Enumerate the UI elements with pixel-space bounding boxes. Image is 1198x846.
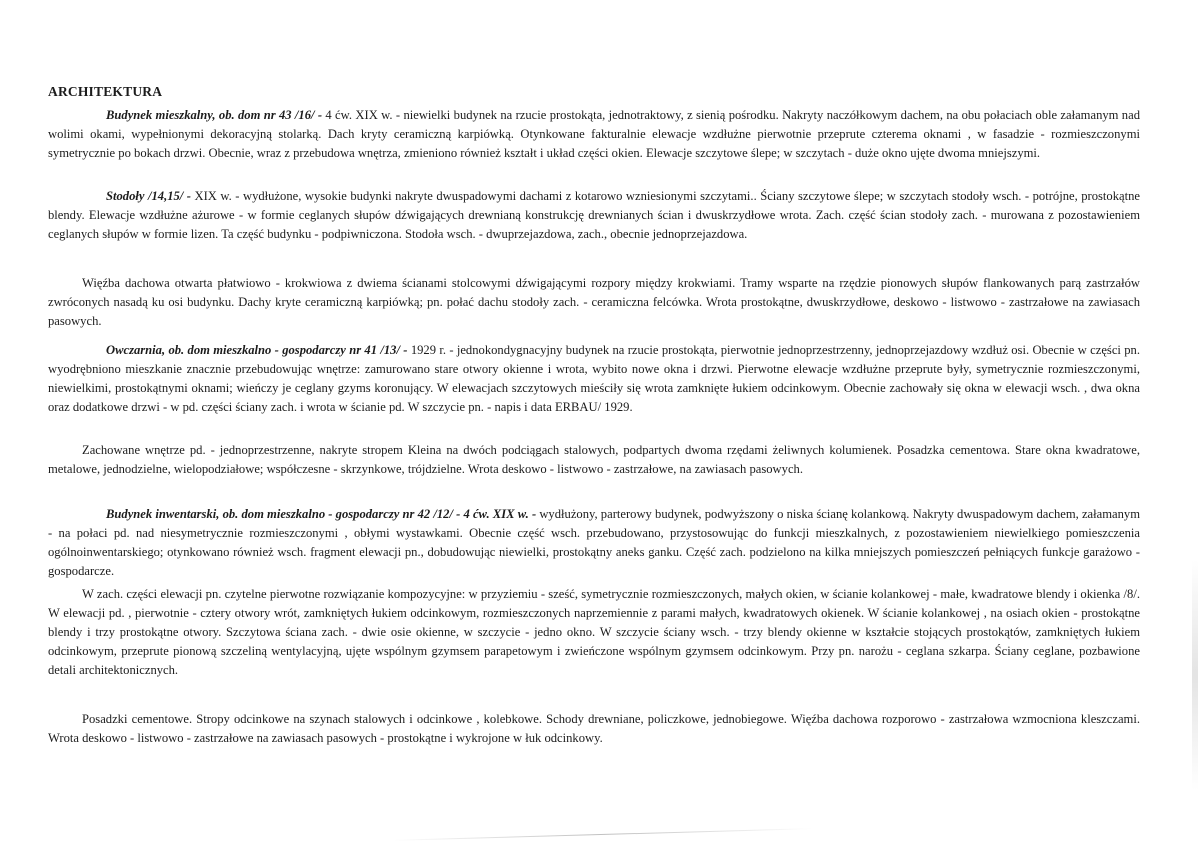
paragraph-text: W zach. części elewacji pn. czytelne pierwotne rozwiązanie kompozycyjne: w przyziemiu - sześć, symetrycznie rozmieszczonych, małych okien, w ścianie kolankowej - małe, kwadratowe blendy i okienka /8/. W elewacji pd. , pierwotnie - cztery otwory wrót, zamkniętych łukiem odcinkowym, rozmieszczonych naprzemiennie z parami małych, kwadratowych okienek. W ścianie kolankowej , na osiach okien - prostokątne blendy i trzy prostokątne otwory. Szczytowa ściana zach. - dwie osie okienne, w szczycie - jedno okno. W szczycie ściany wsch. - trzy blendy okienne w kształcie stojących prostokątów, zamkniętych łukiem odcinkowym, przeprute pionową szczeliną wentylacyjną, ujęte wspólnym gzymsem parapetowym i zwieńczone wspólnym gzymsem odcinkowym. Przy pn. narożu - ceglana szkarpa. Ściany ceglane, pozbawione detali architektonicznych. [48, 587, 1140, 677]
paragraph-lead: Budynek inwentarski, ob. dom mieszkalno - gospodarczy nr 42 /12/ - 4 ćw. XIX w. - [106, 507, 537, 521]
paragraph-owczarnia [48, 341, 1140, 417]
paragraph-text: XIX w. - wydłużone, wysokie budynki nakryte dwuspadowymi dachami z kotarowo wzniesionymi szczytami.. Ściany szczytowe ślepe; w szczytach stodoły wsch. - potrójne, prostokątne blendy. Elewacje wzdłużne ażurowe - w formie ceglanych słupów dźwigających drewnianą konstrukcję drewnianych ścian i dwuskrzydłowe wrota. Zach. część ścian stodoły zach. - murowana z pozostawieniem ceglanych słupów w formie lizen. Ta część budynku - podpiwniczona. Stodoła wsch. - dwuprzejazdowa, zach., obecnie jednoprzejazdowa. [48, 189, 1140, 241]
paragraph-stodoly [48, 187, 1140, 244]
paragraph-lead: Stodoły /14,15/ - [106, 189, 191, 203]
paragraph-lead: Owczarnia, ob. dom mieszkalno - gospodarczy nr 41 /13/ - [106, 343, 408, 357]
paragraph-text: 1929 r. - jednokondygnacyjny budynek na rzucie prostokąta, pierwotnie jednoprzestrzenny, jednoprzejazdowy wzdłuż osi. Obecnie w części pn. wyodrębniono mieszkanie znacznie przebudowując wnętrze: zamurowano stare otwory okienne i wrota, wybito nowe okna i drzwi. Pierwotne elewacje wzdłużne przeprute były, symetrycznie rozmieszczonymi, niewielkimi, prostokątnymi oknami; wieńczy je ceglany gzyms koronujący. W elewacjach szczytowych mieściły się wrota zamknięte łukiem odcinkowym. Obecnie zachowały się okna w elewacji wsch. , dwa okna oraz dodatkowe drzwi - w pd. części ściany zach. i wrota w ścianie pd. W szczycie pn. - napis i data ERBAU/ 1929. [48, 343, 1140, 414]
paragraph-dom-43 [48, 106, 1140, 163]
paragraph-text: wydłużony, parterowy budynek, podwyższony o niska ścianę kolankową. Nakryty dwuspadowym dachem, załamanym - na połaci pd. nad niesymetrycznie rozmieszczonymi , obłymi wystawkami. Obecnie część wsch. przebudowano, przystosowując do funkcji mieszkalnych, z pozostawieniem niewielkiego pomieszczenia ogólnoinwentarskiego; otynkowano również wsch. fragment elewacji pn., dobudowując niewielki, prostokątny aneks ganku. Część zach. podzielono na kilka mniejszych pomieszczeń pełniących funkcje garażowo - gospodarcze. [48, 507, 1141, 578]
paragraph-elewacja-pn [48, 585, 1140, 680]
paragraph-posadzki [48, 710, 1140, 748]
paragraph-text: Więźba dachowa otwarta płatwiowo - krokwiowa z dwiema ścianami stolcowymi dźwigającymi rozpory między krokwiami. Tramy wsparte na rzędzie pionowych słupów flankowanych parą zastrzałów zwróconych nasadą ku osi budynku. Dachy kryte ceramiczną karpiówką; pn. połać dachu stodoły zach. - ceramiczna felcówka. Wrota prostokątne, dwuskrzydłowe, deskowo - listwowo - zastrzałowe na zawiasach pasowych. [48, 276, 1140, 328]
paragraph-lead: Budynek mieszkalny, ob. dom nr 43 /16/ - [106, 108, 323, 122]
paragraph-text: Zachowane wnętrze pd. - jednoprzestrzenne, nakryte stropem Kleina na dwóch podciągach stalowych, podpartych dwoma rzędami żeliwnych kolumienek. Posadzka cementowa. Stare okna kwadratowe, metalowe, jednodzielne, wielopodziałowe; współczesne - skrzynkowe, trójdzielne. Wrota deskowo - listwowo - zastrzałowe, na zawiasach pasowych. [48, 443, 1140, 476]
paragraph-text: 4 ćw. XIX w. - niewielki budynek na rzucie prostokąta, jednotraktowy, z sienią pośrodku. Nakryty naczółkowym dachem, na obu połaciach oble załamanym nad wolimi okami, wypełnionymi dekoracyjną stolarką. Dach kryty ceramiczną karpiówką. Otynkowane fakturalnie elewacje wzdłużne pierwotnie przeprute czterema oknami , w fasadzie - rozmieszczonymi symetrycznie po bokach drzwi. Obecnie, wraz z przebudowa wnętrza, zmieniono również kształt i układ części okien. Elewacje szczytowe ślepe; w szczytach - duże okno ujęte dwoma mniejszymi. [48, 108, 1140, 160]
paragraph-budynek-inwentarski [48, 505, 1140, 581]
paragraph-wiezba [48, 274, 1140, 331]
scan-margin-shadow [1192, 560, 1198, 790]
paragraph-text: Posadzki cementowe. Stropy odcinkowe na szynach stalowych i odcinkowe , kolebkowe. Schody drewniane, policzkowe, jednobiegowe. Więźba dachowa rozporowo - zastrzałowa wzmocniona kleszczami. Wrota deskowo - listwowo - zastrzałowe na zawiasach pasowych - prostokątne i wykrojone w łuk odcinkowy. [48, 712, 1140, 745]
section-heading: ARCHITEKTURA [48, 84, 163, 99]
paragraph-wnetrze [48, 441, 1140, 479]
scan-artifact-line [392, 828, 812, 841]
